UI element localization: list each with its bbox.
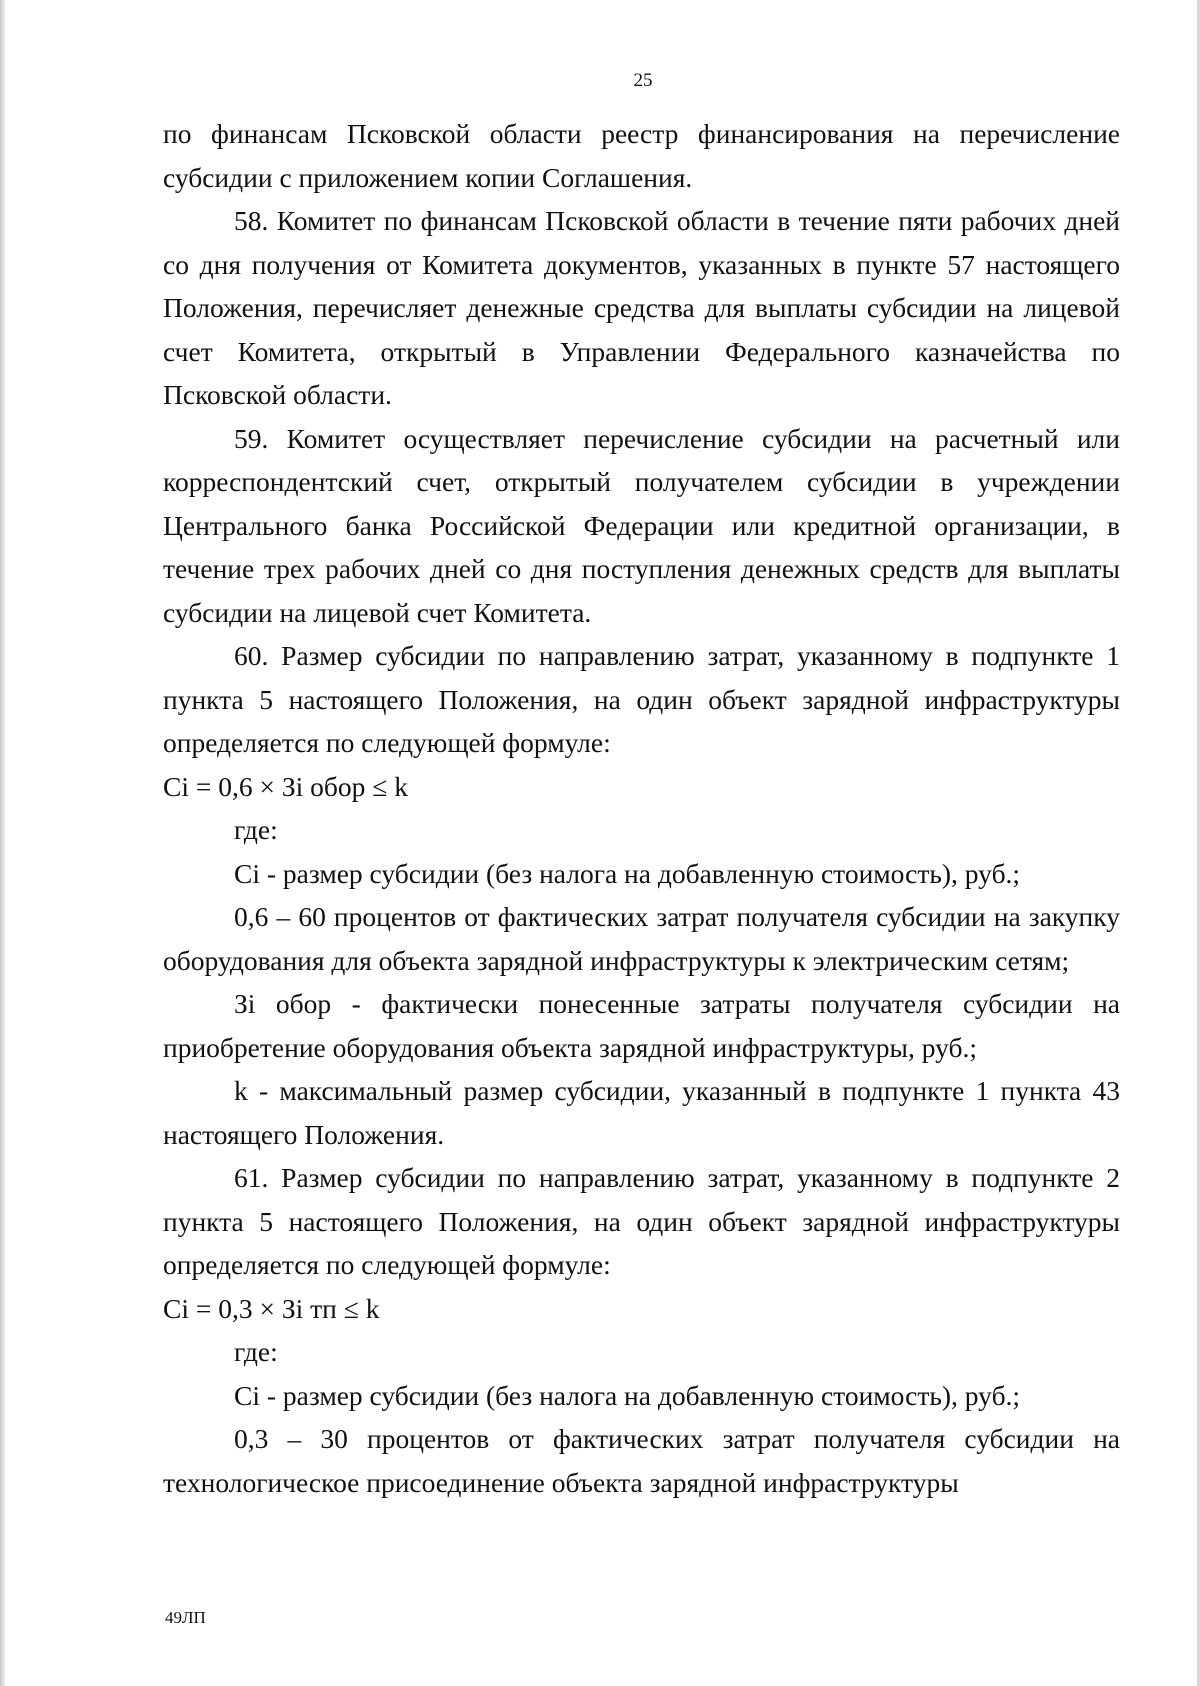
- definition-ci: Ci - размер субсидии (без налога на добавленную стоимость), руб.;: [234, 857, 1021, 889]
- formula-60: Ci = 0,6 × Зi обор ≤ k: [163, 770, 409, 802]
- definition-zi-obor: Зi обор - фактически понесенные затраты получателя субсидии на приобретение оборудования объекта зарядной инфраструктуры, руб.;: [163, 988, 1120, 1063]
- definition-ci: Ci - размер субсидии (без налога на добавленную стоимость), руб.;: [234, 1379, 1021, 1411]
- paragraph-60: 60. Размер субсидии по направлению затрат, указанному в подпункте 1 пункта 5 настоящего Положения, на один объект зарядной инфраструктуры определяется по следующей формуле:: [163, 640, 1120, 758]
- document-body: [163, 112, 1120, 1504]
- where-label: где:: [234, 814, 278, 845]
- definition-k: k - максимальный размер субсидии, указанный в подпункте 1 пункта 43 настоящего Положения.: [163, 1075, 1120, 1150]
- footer-document-code: 49ЛП: [165, 1608, 206, 1627]
- paragraph-59: 59. Комитет осуществляет перечисление субсидии на расчетный или корреспондентский счет, открытый получателем субсидии в учреждении Центрального банка Российской Федерации или кредитной организации, в течение трех рабочих дней со дня поступления денежных средств для выплаты субсидии на лицевой счет Комитета.: [163, 422, 1120, 628]
- definition-coefficient-03: 0,3 – 30 процентов от фактических затрат получателя субсидии на технологическое присоединение объекта зарядной инфраструктуры: [163, 1423, 1120, 1498]
- page-number: 25: [633, 70, 653, 91]
- definition-coefficient-06: 0,6 – 60 процентов от фактических затрат получателя субсидии на закупку оборудования для объекта зарядной инфраструктуры к электрическим сетям;: [163, 901, 1120, 976]
- formula-61: Ci = 0,3 × Зi тп ≤ k: [163, 1292, 380, 1324]
- paragraph-58: 58. Комитет по финансам Псковской области в течение пяти рабочих дней со дня получения от Комитета документов, указанных в пункте 57 настоящего Положения, перечисляет денежные средства для выплаты субсидии на лицевой счет Комитета, открытый в Управлении Федерального казначейства по Псковской области.: [163, 205, 1120, 410]
- where-label: где:: [234, 1336, 278, 1367]
- paragraph-continuation: по финансам Псковской области реестр финансирования на перечисление субсидии с приложением копии Соглашения.: [163, 118, 1120, 193]
- paragraph-61: 61. Размер субсидии по направлению затрат, указанному в подпункте 2 пункта 5 настоящего Положения, на один объект зарядной инфраструктуры определяется по следующей формуле:: [163, 1162, 1120, 1280]
- scan-edge-left: [0, 0, 5, 1686]
